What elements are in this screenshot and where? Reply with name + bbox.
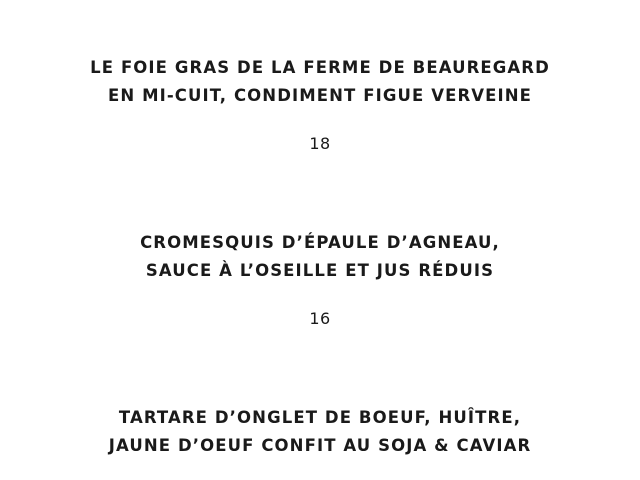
menu-item-tartare <box>0 404 640 460</box>
dish-title-line: CROMESQUIS D’ÉPAULE D’AGNEAU, <box>140 233 500 252</box>
dish-description-line: JAUNE D’OEUF CONFIT AU SOJA & CAVIAR <box>108 436 532 455</box>
menu-item-foie-gras <box>0 54 640 153</box>
dish-price: 16 <box>309 309 331 328</box>
dish-title-line: LE FOIE GRAS DE LA FERME DE BEAUREGARD <box>90 58 550 77</box>
dish-title-line: TARTARE D’ONGLET DE BOEUF, HUÎTRE, <box>118 408 522 427</box>
menu-item-cromesquis <box>0 229 640 328</box>
dish-description-line: SAUCE À L’OSEILLE ET JUS RÉDUIS <box>145 261 495 280</box>
dish-price: 18 <box>309 134 331 153</box>
dish-description-line: EN MI-CUIT, CONDIMENT FIGUE VERVEINE <box>107 86 533 105</box>
